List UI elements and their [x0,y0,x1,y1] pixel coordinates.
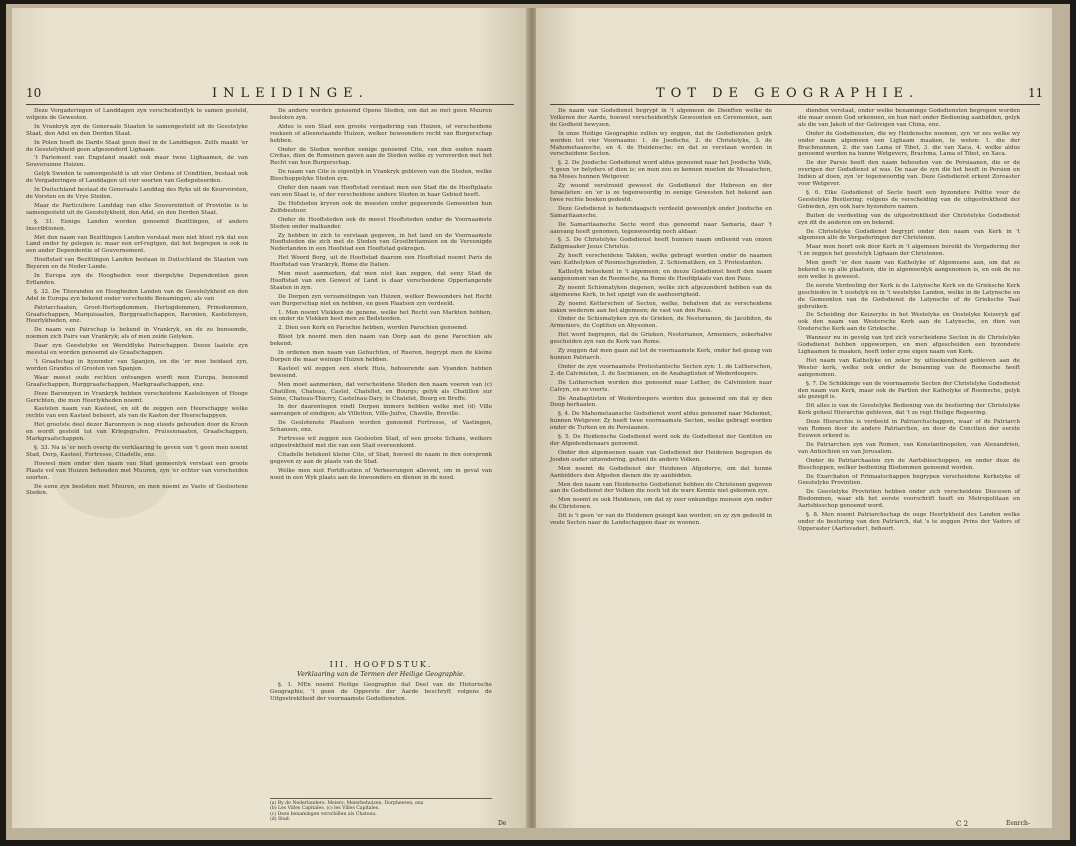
paragraph: Waar meest oude rechten ontvangen wordt men Europa, benoemd Graafschappen, Burggraafschappen, Markgraafschappen, enz. [26,374,248,388]
text-column-right [270,108,492,668]
paragraph: Maar de Particuliere Landdag van elke Souvereiniteit of Provintie is te samengesteld uit de Geestelykheid, den Adel, en den Derden Staat. [26,202,248,216]
paragraph: In Polen hoeft de Dardo Staat geen deel in de Landdagen. Zelfs maakt 'er de Geestelykheid geen afgezonderd Lighaam. [26,139,248,153]
paragraph: Patriarchaaten, Groot-Hertogdommen, Hertogdommen, Prinsdommen, Graafschappen, Marquisaaten, Burggraafschappen, Baronien, Kastelenyen, Heerlykheden, enz. [26,304,248,325]
paragraph: §. 4. De Mahometaansche Godsdienst word aldus genoemd naar Mahomet, hunnen Wetgever. Zy heeft twee voornaamste Secten, welke gebragt worden onder de Turken en de Persiaanen. [550,411,772,432]
paragraph: Onder de Schismatyken zyn de Grieken, de Nestorianen, de Jacobiten, de Armeniers, de Coptiten en Abyssinen. [550,316,772,330]
paragraph: §. 32. De Titeranden en Hoogheden Landen van de Geestelykheid en den Adel in Europa zyn bekend onder verscheide Benamingen; als van [26,288,248,302]
page-number: 10 [26,86,42,100]
paragraph: Deze Baronnyen in Vrankryk hebben verscheidene Kastelenyen of Hooge Gerichten, die men Heerlykheden noemt. [26,390,248,404]
paragraph: Men moet aanmerken, dat verscheidene Steden den naam voeren van (c) Chatillon, Chateau, Castel, Chatellet, en Bourgs; gelyk als Chatillon sur Seine, Chateau-Thierry, Castelnau-Dary, le Chatelet, Bourg en Breffe. [270,381,492,402]
paragraph: §. 5. De Heidensche Godsdienst word ook de Godsdienst der Gentilen en der Afgodendienaars genoemd. [550,434,772,447]
paragraph: De Anabaptisten of Wederdoopers worden dus genoemd om dat zy den Doop herhaalen. [550,395,772,409]
running-head: TOT DE GEOGRAPHIE. [656,86,920,101]
footnotes [270,798,492,823]
paragraph: 't Graafschap in hyzonder van Spanjen, en die 'er mee beidaed zyn, worden Grandes of Grooten van Spanjen. [26,359,248,372]
paragraph: De Hofsteden kryven ook de meesten onder gegeerende Gemeenten hun Zelfsbestuur. [270,200,492,214]
paragraph: 1. Men noemt Vlekken de genene, welke het Recht van Markten hebben, en onder de Vlekken heet men ze Bedsteeden. [270,309,492,323]
paragraph: Katholyk beteekent in 't algemeen; en deeze Godsdienst heeft den naam aangenomen van de Roomsche, na Rome de Hoofdplaats van den Paus. [550,269,772,282]
paragraph: dienden verstaat, onder welke benaminge Godsdiensten begrepen worden die maar eenen God erkennen, en hun niet onder Bediening aanbidden, gelyk als die van Jakob of der Gelovigen van China, enz. [798,108,1020,128]
chapter-paragraph: §. 1. MEn noemt Heilige Geographie dat Deel van de Historische Geographie, 't geen de Opperste der Aarde beschryft volgens de Uitgestrektheid der voornaamste Godsdiensten. [270,681,492,702]
paragraph: Met den naam van Bezittingen Landen verstaat men niet bloot ryk dat een Land onder hy gelegen is; maar een erf-regtgen, dat het begrepen is ook in een ander Dependentie of Gouvernement. [26,234,248,255]
paragraph: In ordenen men naam van Gehuchten, of Rueren, begrypt men de kleine Dorpen die maar weinige Huizen hebben. [270,350,492,363]
paragraph: In der daarentegen vindt Dorpen immers hebben welke met (d) Ville aanvangen of eindigen; als Villetton, Ville-Juifve, Chaville, Breville. [270,404,492,418]
text-column-left [550,108,772,529]
paragraph: Dit is 't geen 'er van de Heidenen gezegd kan worden; en zy zyn gedeeld in veele Secten naar de Landschappen daar ze woonen. [550,513,772,527]
paragraph: De Patriarchen zyn van Romen, van Konstantinopolen, van Alexandrien, van Antiochien en van Jerusalem. [798,441,1020,455]
paragraph: De eene zyn besloten met Muuren, en men noemt ze Vaste of Geslootene Steden. [26,483,248,497]
paragraph: De Dorpen zyn verzamelingen van Huizen, welker Bewoonders het Recht van Burgerschap niet en hebben, en geen Plaatsen zyn verdeeld. [270,293,492,307]
paragraph: Deze Vergaderingen of Landdagen zyn verscheidentlyk te samen gesteld, volgens de Gewesten. [26,108,248,121]
paragraph: De Geestelyke Provintien hebben onder zich verscheidene Diocesen of Bisdommen, waar elk het eerste voorschrift heeft en Metropolitaan en Aartsbisschop genoemd word. [798,489,1020,510]
catchword: De [498,820,507,827]
paragraph: Fortresse wil zeggen een Geslooten Stad, of een groote Schans, welkers uitgestrektheid met die van een Stad overeenkomt. [270,436,492,449]
paragraph: Onder de Godsdiensten, die wy Heidensche noemen, zyn 'er zes welke wy onder naam algemeen een Lighaam maaken, te weten: 1. die der Brachmannen, 2. die van Lama of Tibet, 3. die van Xaca, 4. welke aldus genoemd worden na hunne Wetgevers, Brachma, Lama of Tibet, en Xaca. [798,130,1020,158]
chapter-subtitle: Verklaaring van de Termen der Heilige Geographie. [297,669,465,678]
paragraph: Wanneer nu in gevolg van tyd zich verscheidene Secten in de Christelyke Godsdienst hebben opgeworpen, en men afgescheiden een byzondere Lighaamen te maaken, heeft ieder zyne eigen naam van Kerk. [798,335,1020,355]
paragraph: Onder de Patriarchaaten zyn de Aartsbisschoppen, en onder deze de Bisschoppen, welker bediening Bisdommen genoemd worden. [798,457,1020,471]
paragraph: Men noemt ze ook Heidenen, om dat zy zeer onkundige mensen zyn onder de Christenen. [550,497,772,511]
paragraph: Onder de Steden worden eenige genoemd Cite, van den ouden naam Civitas, dien de Romeinen gaven aan de Steden welke zy veroverden met het Recht van hun Burgerschap. [270,146,492,167]
paragraph: Kastelen naam van Kasteel, en uit de zeggen een Heerschappy welke rechte van een Kasteel beheert, als van de Kaston der Heerschappyen. [26,406,248,420]
paragraph: Citadelle betekent kleine Cite, of Stad, hoewel de naam in den oorspronk gegeven zy aan de plaats van de Stad. [270,451,492,465]
paragraph: Daar zyn Geestelyke en Wereldlyke Pairschappen. Deeze laatste zyn meestal en worden genoemd als Graafschappen. [26,343,248,357]
paragraph: Zy noemt Ketterschen of Secten, welke, behalven dat ze verscheidene zaken wederom aan het algemeen; de vast van den Paus. [550,300,772,314]
paragraph: De Christelyke Godsdienst begrypt onder den naam van Kerk in 't algemeen alle de Vergaderingen der Christenen. [798,228,1020,242]
footnote: (b) Les Villes Capitales. (c) les Villes Capitales. [270,806,380,812]
paragraph: De andere worden genoemd Opene Steden, om dat ze met geen Muuren besloten zyn. [270,108,492,121]
right-page [536,8,1052,828]
paragraph: De eerste Verdeeling der Kerk is de Latynsche Kerk en de Grieksche Kerk geschieden in 't oostelyk en in 't westelyke Landen, welke in de Latynsche en de Gemeenten van de Godsdienst de Latynsche of de Grieksche Taal gebruiken. [798,282,1020,310]
paragraph: De Scheiding der Keizeryks in het Westelyke en Oostelyke Keizeryk gaf ook den naam van Westersche Kerk aan de Latynsche, en dien van Oostersche Kerk aan de Grieksche. [798,312,1020,333]
paragraph: In Europa zyn de Hoogheden voor diergelyke Dependentien geen Erflanden. [26,273,248,286]
paragraph: §. 6. Elke Godsdienst of Secte heeft een byzondere Politie voor de Geestelyke Bestiering; volgens de verscheiding van de uitgestrektheid der Gebieden, zyn ook hare byzondere namen. [798,189,1020,210]
text-column-left [26,108,248,499]
paragraph: Bloot lyk noemt men den naam van Dorp aan de gene Parochien als bekend. [270,334,492,348]
header-rule [26,104,514,105]
paragraph: De Samaritaansche Secte word dus genoemd naar Samaria, daar 't aanvang heeft genomen, tegenwoordig noch aldaar. [550,221,772,235]
paragraph: De der Parsis heeft den naam behouden van de Persiaanen, die er de overigen der Godsdienst af was. De naar de zyn die het heeft in Persien en Indien af doen, zyn 'er tegenwoordig van. Deze Godsdienst erkent Zoroaster voor Wetgever. [798,160,1020,188]
paragraph: §. 33. Na is 'er noch overig de verklaaring te geven van 't geen men noemt Stad, Dorp, Kasteel, Fortresse, Citadelle, enz. [26,444,248,458]
paragraph: Dit alles is van de Geestelyke Bediening van de bestiering der Christelyke Kerk geheel Hierarchie gebleven, dat 't ze regt Heilige Regeering. [798,403,1020,417]
page-number: 11 [1028,86,1044,100]
chapter-heading: III. HOOFDSTUK. [329,660,433,669]
paragraph: §. 7. De Schikkinge van de voornaamste Secten der Christelyke Godsdienst den naam van Kerk, maar ook de Partien der Katholyke of Roomsche, gelyk als gezegd is. [798,380,1020,401]
footnote: (d) Stad. [270,817,291,823]
paragraph: 't Parlement van Engeland maakt ook maar twee Lighaamen, de van Souverainne Huizen. [26,155,248,169]
paragraph: De naam van Pairschap is bekend in Vrankryk, en de zo benoemde, noemen zich Pairs van Vrankryk; als of men zeide Gelyken. [26,327,248,341]
paragraph: De naam van Cite is eigentlyk in Vrankryk gebleven van die Steden, welke Bisschoppelyke Steden zyn. [270,169,492,183]
running-head: INLEIDINGE. [212,86,369,101]
paragraph: Kasteel wil zeggen een sterk Huis, behoorende aan Vyanden hebben bewoond. [270,365,492,379]
paragraph: Hoewel men onder den naam van Stad gemeenlyk verstaat een groote Plaats vol van Huizen behouden met Muuren, zyn 'er echter van verscheiden soorten. [26,460,248,481]
paragraph: Onder de Hooftsteden ook de meest Hooftsteden onder de Voornaamste Steden onder malkander. [270,216,492,230]
paragraph: Buiten de verdeeling van de uitgestrektheid der Christelyke Godsdienst zyn dit de anderen om en bekend. [798,212,1020,226]
chapter-block [270,656,492,705]
paragraph: Gelyk Sweden te samengesteld is uit vier Ordens of Conditien, bestaat ook de Vergaderingen of Landdagen uit vier soorten van Gedeputeerden. [26,171,248,185]
paragraph: Hooftstad van Bezittingen Landen bestaan in Duitschland de Staaten van Beyeren en de Neder-Lande. [26,257,248,271]
text-column-right [798,108,1020,535]
paragraph: Welke men niet Fortificatien of Verkeerungen allevent, om in geval van nood in een Wyk plaats aan de Inwoonders en dienen in de nood. [270,467,492,481]
paragraph: Het word begrepen, dat de Grieken, Nestorianen, Armeniers, zekerhalve gescheiden zyn van de Kerk van Rome. [550,332,772,346]
paragraph: Onder den naam van Hooftstad verstaat men een Stad die de Hooftplaats van een Staat is, of der verscheidene andere Steden in haar Gebied heeft. [270,185,492,198]
footnote: (c) Deze benamingen verschillen als Chateau. [270,811,377,817]
paragraph: Het naam van Katholyke en zeker by uitlookendheid gebleven aan de Wester kerk, welke ook onder de benaming van de Roomsche heeft aangenomen. [798,357,1020,378]
paragraph: De naam van Godsdienst begrypt in 't algemeen de Dienften welke de Volkeren der Aarde, hoewel verscheidentlyk Gewoonten en Ceremonien, aan de Godheid bewyzen. [550,108,772,128]
paragraph: Zy hebben in zich te verstaan gegeven, in het land en de Voornaamste Hooftsteden die zich met de Steden van Grootbritannien en de Vereenigde Nederlanden in een Hoofstad een Hooftstad gekregen. [270,232,492,253]
paragraph: Deze Godsdienst is hedendaagsch verdeeld gewoonlyk onder Joodsche en Samaritaansche. [550,205,772,219]
paragraph: Het Woord Borg, uit de Hooftstad daarom een Hooftstad noemt Paris de Hooftstad van Vrankryk, Rome die Italien. [270,255,492,269]
signature-mark: C 2 [956,820,969,828]
paragraph: De Exarchaten of Primaatschappen begrypen verscheidene Kerkelyke of Geestelyke Provintien. [798,473,1020,487]
paragraph: Onder de zyn voornaamste Protestantsche Secten zyn: 1. de Lutherschen, 2. de Calvinisten, 3. de Socinianen, en de Anabaptisten of Wederdoopers. [550,363,772,377]
paragraph: Men geeft 'er den naam van Katholyke of Algemeene aan, om dat ze bekend is op alle plaatsen, die in algemeenlyk aangenomen is, en ook de nu een welke is geweest. [798,260,1020,280]
paragraph: §. 8. Men noemt Patriarchschap de ouge Heerlykheid des Landen welke onder de besturing van den Patriarch, dat 's te zeggen Prins der Vaders of Opperaster (Aartsvader), behoort. [798,512,1020,532]
footnote: (a) By de Nederlanders: Meiers; Meierbehuizen, Dorpheeren, enz. [270,801,425,806]
paragraph: Zy zeggen dat men gaan zal tot de voornaamste Kerk, onder het gezag van hunnen Patriarch. [550,348,772,361]
paragraph: Zy woond verstrooid geweest de Godsdienst der Hebreen en der Israelieten: en 'er is ze tegenwoordig in eenige Gewesten het bekend aan twee rechte boeken gedeeld. [550,183,772,203]
paragraph: Zy noemt Schismatyken degenen, welke zich afgezonderd hebben van de algemeene Kerk, in het opzigt van de aanhoorigheid. [550,284,772,298]
paragraph: Men noemt de Godsdienst der Heidenen Afgoderye, om dat hunne Aanbidders den Afgoden dienen die zy aanbidden. [550,465,772,479]
paragraph: In Duitschland bestaat de Generaale Landdag des Ryks uit de Keurvorsten, de Vorsten en de Vrye Steden. [26,187,248,200]
header-rule [550,104,1040,105]
paragraph: Maar men hoort ook door Kerk in 't algemeen bereikt de Vergadering der 't ze zeggen het geestelyk Lighaam der Christenen. [798,244,1020,258]
paragraph: De Lutherschen worden dus genoemd naar Luther, de Calvinisten naar Calvyn, en zo voorts. [550,379,772,393]
paragraph: 2. Dien een Kerk en Parochie hebben, worden Parochien genoemd. [278,325,469,332]
paragraph: Onder den algemeenen naam van Godsdienst der Heidenen begrepen de Jooden ouder uitzondering, geheel de andere Volken. [550,449,772,463]
left-page [12,8,528,828]
paragraph: §. 2. De Joodsche Godsdienst word aldus genoemd naar het Joodsche Volk, 't geen 'er belyders of dien is; en men zou ze kennen moeten de Mosaischen, na Moses hunnen Wetgever. [550,160,772,181]
paragraph: Men moet aanmerken, dat men niet kan zeggen, dat eeny Stad de Hooftstad van een Gewest of Land is daar verscheidene Opperlangende Staaten in zyn. [270,271,492,291]
paragraph: Zy heeft verscheidene Takken, welke gebragt worden onder de naamen van: Katholyken of Roomschgezinden, 2. Schismatiken, en 3. Protestanten. [550,253,772,267]
paragraph: Deze Hierarchie is verdeeld in Patriarchschappen, waar of de Patriarch van Romen door de andere Patriarchen, en door de Concilien der eerste Eeuwen erkend is. [798,419,1020,439]
paragraph: §. 31. Eenige Landen worden genoemd Bezittingen, of anders Inscribtionen. [26,218,248,232]
paragraph: De Geslotenste Plaatsen worden genoemd Fortresse, of Vastingen, Schansen, enz. [270,420,492,434]
paragraph: §. 3. De Christelyke Godsdienst heeft hunnen naam ontleend van onzen Zaligmaaker Jesus Christus. [550,237,772,251]
paragraph: In onze Heilige Geographie zullen wy zeggen, dat de Godsdiensten gelyk worden tot vier Voornaame: 1. de Joodsche, 2. de Christelyke, 3. de Mahometaansche, en 4. de Heidensche; en dat ze verstaan worden in verscheidene Secten. [550,130,772,158]
paragraph: Aldus is een Stad een groote vergadering van Huizen, of verscheidene reeksen of alleenstaande Huizen, welker bewoonders recht van Burgerschap hebben. [270,123,492,144]
catchword: Eenrch- [1006,820,1030,827]
paragraph: Het grootste deel dezer Baronnyen is nog steeds gehouden door de Kroon en wordt gesteld tot van Kriegsgrafen, Pruissionaaten, Graafschappen, Markgraafschappen. [26,422,248,443]
paragraph: In Vrankryk zyn de Generaale Staaten te samengesteld uit de Geestelyke Staat, den Adel en den Derden Staat. [26,123,248,137]
paragraph: Men den naam van Heidensche Godsdienst hebben de Christenen gegeven aan de Godsdienst der Volken die noch tot de ware Kennis niet gekomen zyn. [550,481,772,495]
